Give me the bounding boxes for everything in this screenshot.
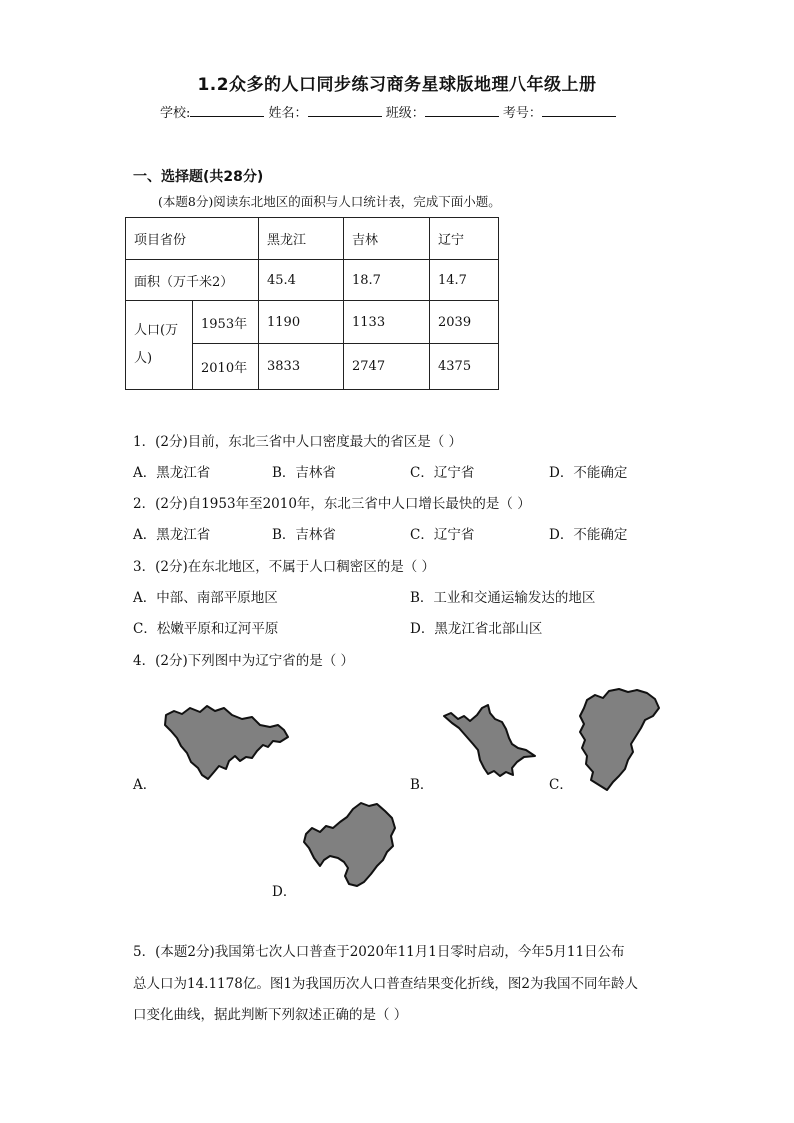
map-option-c-province-shape[interactable]: [573, 686, 663, 796]
table-header-cell: 黑龙江: [259, 218, 344, 260]
map-option-a-province-shape[interactable]: [160, 695, 295, 785]
table-year-cell: 2010年: [193, 344, 259, 390]
class-blank[interactable]: [425, 104, 499, 117]
question-4: 4．(2分)下列图中为辽宁省的是（ ）: [133, 653, 355, 669]
table-year-cell: 1953年: [193, 301, 259, 344]
exam-number-blank[interactable]: [542, 104, 616, 117]
table-header-cell: 辽宁: [430, 218, 499, 260]
q2-option-d[interactable]: D．不能确定: [549, 527, 628, 543]
q1-option-a[interactable]: A．黑龙江省: [133, 465, 211, 481]
population-label-line1: 人口(万: [134, 323, 179, 338]
question-5-line-3: 口变化曲线，据此判断下列叙述正确的是（ ）: [133, 1007, 408, 1023]
q3-option-d[interactable]: D．黑龙江省北部山区: [410, 621, 543, 637]
q4-option-d-label[interactable]: D．: [272, 884, 297, 900]
q1-option-b[interactable]: B．吉林省: [272, 465, 336, 481]
class-label: 班级：: [385, 106, 425, 121]
population-label-line2: 人): [134, 351, 153, 366]
question-2: 2．(2分)自1953年至2010年，东北三省中人口增长最快的是（ ）: [133, 496, 531, 512]
question-5-line-1: 5．(本题2分)我国第七次人口普查于2020年11月1日零时启动，今年5月11日公布: [133, 944, 625, 960]
map-option-d-province-shape[interactable]: [300, 798, 400, 890]
northeast-stats-table: [125, 217, 499, 390]
table-row-pop-1953: [126, 301, 499, 344]
q2-option-b[interactable]: B．吉林省: [272, 527, 336, 543]
table-cell: 1133: [344, 301, 430, 344]
table-header-cell: 项目省份: [126, 218, 259, 260]
school-blank[interactable]: [190, 104, 264, 117]
table-row-area: [126, 260, 499, 301]
q3-option-c[interactable]: C．松嫩平原和辽河平原: [133, 621, 279, 637]
student-info-line: [160, 102, 616, 121]
province-outline-a: [165, 706, 288, 779]
table-header-cell: 吉林: [344, 218, 430, 260]
question-1: 1．(2分)目前，东北三省中人口密度最大的省区是（ ）: [133, 434, 463, 450]
school-label: 学校:: [160, 106, 191, 121]
q3-option-b[interactable]: B．工业和交通运输发达的地区: [410, 590, 596, 606]
question-3: 3．(2分)在东北地区，不属于人口稠密区的是（ ）: [133, 559, 436, 575]
table-cell: 4375: [430, 344, 499, 390]
map-option-b-province-shape[interactable]: [440, 702, 540, 782]
q2-option-c[interactable]: C．辽宁省: [410, 527, 475, 543]
table-cell: 3833: [259, 344, 344, 390]
table-cell: 2747: [344, 344, 430, 390]
q2-option-a[interactable]: A．黑龙江省: [133, 527, 211, 543]
passage-intro: (本题8分)阅读东北地区的面积与人口统计表，完成下面小题。: [158, 194, 501, 209]
section-heading: 一、选择题(共28分): [133, 169, 264, 185]
q4-option-c-label[interactable]: C．: [549, 777, 573, 793]
name-blank[interactable]: [308, 104, 382, 117]
table-cell: 14.7: [430, 260, 499, 301]
q3-option-a[interactable]: A．中部、南部平原地区: [133, 590, 278, 606]
table-cell: 2039: [430, 301, 499, 344]
table-row-label-population: [126, 301, 193, 390]
exam-number-label: 考号：: [502, 106, 542, 121]
table-cell: 1190: [259, 301, 344, 344]
table-cell: 18.7: [344, 260, 430, 301]
question-5-line-2: 总人口为14.1178亿。图1为我国历次人口普查结果变化折线，图2为我国不同年龄人: [133, 976, 639, 992]
table-row-label: 面积（万千米2）: [126, 260, 259, 301]
q4-option-b-label[interactable]: B．: [410, 777, 434, 793]
table-cell: 45.4: [259, 260, 344, 301]
page-title: 1.2众多的人口同步练习商务星球版地理八年级上册: [197, 75, 597, 95]
table-header-row: [126, 218, 499, 260]
q4-option-a-label[interactable]: A．: [133, 777, 157, 793]
q1-option-d[interactable]: D．不能确定: [549, 465, 628, 481]
q1-option-c[interactable]: C．辽宁省: [410, 465, 475, 481]
province-outline-d: [304, 803, 395, 886]
province-outline-b: [444, 705, 535, 776]
name-label: 姓名：: [268, 106, 308, 121]
province-outline-c: [580, 689, 659, 790]
